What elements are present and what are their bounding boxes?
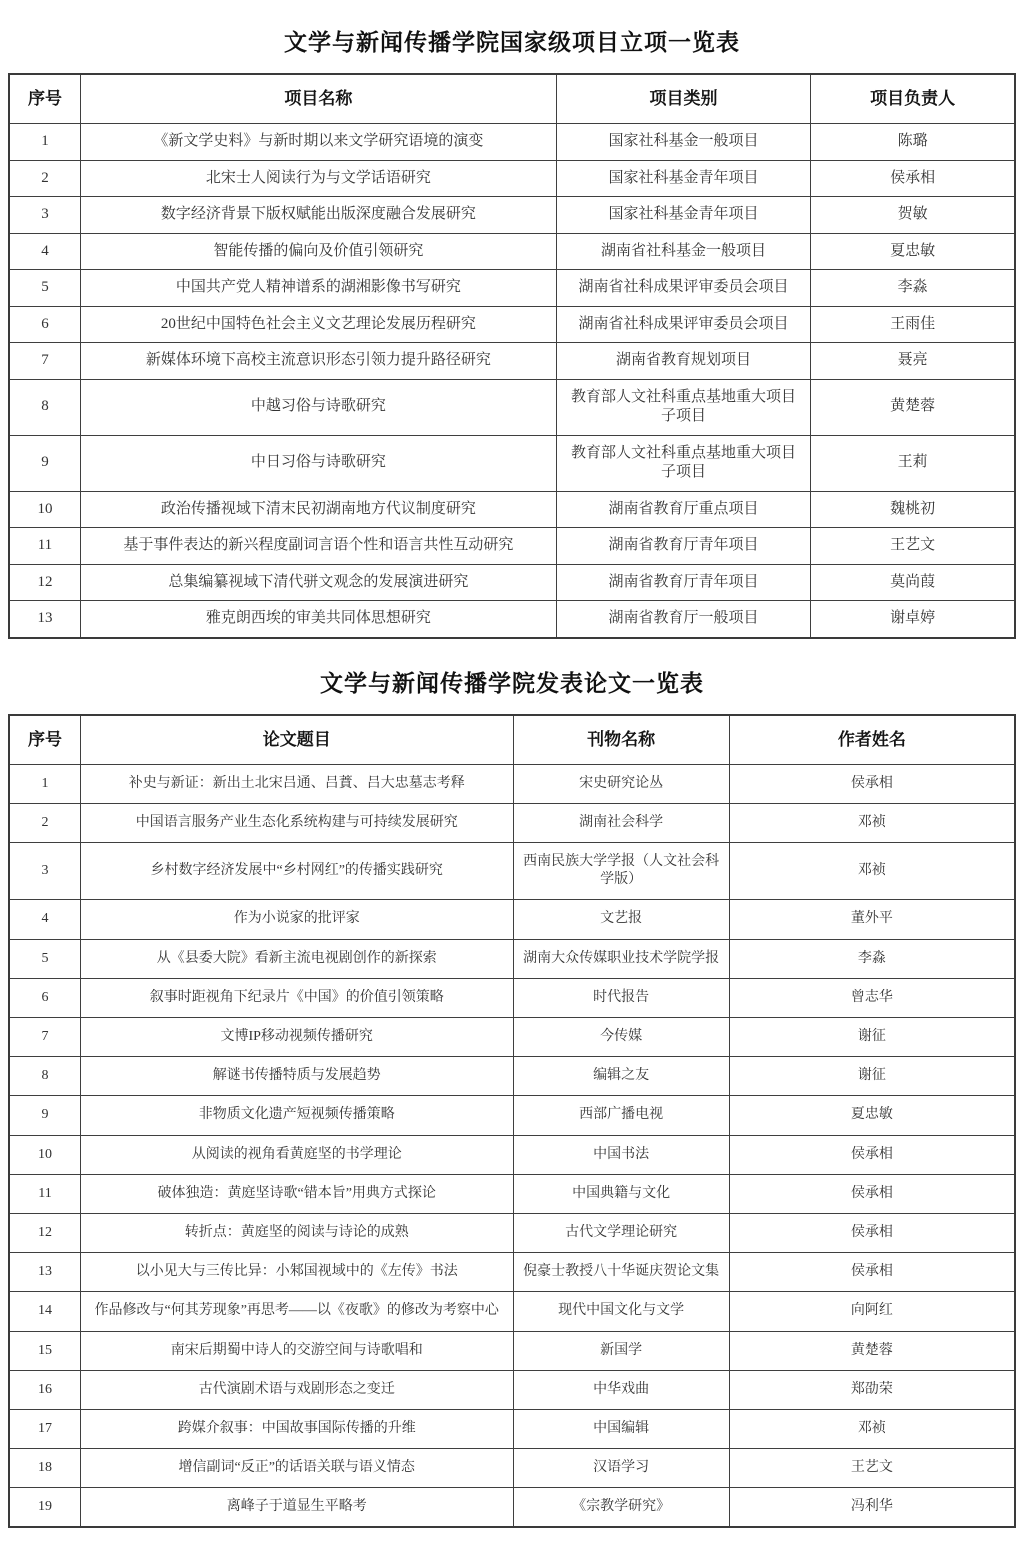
title-cell: 破体独造：黄庭坚诗歌“错本旨”用典方式探论 — [80, 1174, 513, 1213]
title-cell: 古代演剧术语与戏剧形态之变迁 — [80, 1370, 513, 1409]
category-cell: 倪豪士教授八十华诞庆贺论文集 — [513, 1253, 729, 1292]
title-cell: 文博IP移动视频传播研究 — [80, 1018, 513, 1057]
column-header-project-leader: 项目负责人 — [811, 74, 1015, 124]
row-number-cell: 4 — [9, 233, 80, 270]
title-cell: 从阅读的视角看黄庭坚的书学理论 — [80, 1135, 513, 1174]
title-cell: 解谜书传播特质与发展趋势 — [80, 1057, 513, 1096]
category-cell: 中华戏曲 — [513, 1370, 729, 1409]
projects-table-title: 文学与新闻传播学院国家级项目立项一览表 — [284, 30, 740, 55]
person-cell: 夏忠敏 — [729, 1096, 1015, 1135]
column-header-index: 序号 — [9, 715, 80, 765]
person-cell: 侯承相 — [811, 160, 1015, 197]
person-cell: 邓祯 — [729, 803, 1015, 842]
row-number-cell: 7 — [9, 343, 80, 380]
title-cell: 作为小说家的批评家 — [80, 900, 513, 939]
projects-header-row — [9, 74, 1015, 124]
projects-table — [8, 73, 1016, 639]
person-cell: 王艺文 — [811, 528, 1015, 565]
category-cell: 国家社科基金青年项目 — [556, 160, 811, 197]
row-number-cell: 3 — [9, 843, 80, 900]
person-cell: 黄楚蓉 — [729, 1331, 1015, 1370]
title-cell: 作品修改与“何其芳现象”再思考——以《夜歌》的修改为考察中心 — [80, 1292, 513, 1331]
projects-table-body — [9, 124, 1015, 638]
column-header-project-name: 项目名称 — [80, 74, 556, 124]
person-cell: 王雨佳 — [811, 306, 1015, 343]
table-row — [9, 843, 1015, 900]
papers-header-row — [9, 715, 1015, 765]
table-row — [9, 1292, 1015, 1331]
title-cell: 智能传播的偏向及价值引领研究 — [80, 233, 556, 270]
person-cell: 夏忠敏 — [811, 233, 1015, 270]
title-cell: 从《县委大院》看新主流电视剧创作的新探索 — [80, 939, 513, 978]
title-cell: 南宋后期蜀中诗人的交游空间与诗歌唱和 — [80, 1331, 513, 1370]
person-cell: 冯利华 — [729, 1488, 1015, 1528]
title-cell: 中日习俗与诗歌研究 — [80, 435, 556, 491]
person-cell: 李淼 — [811, 270, 1015, 307]
category-cell: 湖南省教育规划项目 — [556, 343, 811, 380]
title-cell: 补史与新证：新出土北宋吕通、吕蕡、吕大忠墓志考释 — [80, 764, 513, 803]
title-cell: 数字经济背景下版权赋能出版深度融合发展研究 — [80, 197, 556, 234]
table-row — [9, 124, 1015, 161]
row-number-cell: 11 — [9, 528, 80, 565]
category-cell: 湖南社会科学 — [513, 803, 729, 842]
table-row — [9, 1409, 1015, 1448]
category-cell: 湖南省社科基金一般项目 — [556, 233, 811, 270]
table-row — [9, 601, 1015, 638]
title-cell: 政治传播视域下清末民初湖南地方代议制度研究 — [80, 491, 556, 528]
table-row — [9, 1096, 1015, 1135]
person-cell: 向阿红 — [729, 1292, 1015, 1331]
title-cell: 叙事时距视角下纪录片《中国》的价值引领策略 — [80, 978, 513, 1017]
table-row — [9, 1449, 1015, 1488]
person-cell: 魏桃初 — [811, 491, 1015, 528]
row-number-cell: 4 — [9, 900, 80, 939]
table-row — [9, 803, 1015, 842]
category-cell: 湖南省教育厅青年项目 — [556, 528, 811, 565]
row-number-cell: 12 — [9, 1213, 80, 1252]
title-cell: 中国语言服务产业生态化系统构建与可持续发展研究 — [80, 803, 513, 842]
table-row — [9, 435, 1015, 491]
title-cell: 北宋士人阅读行为与文学话语研究 — [80, 160, 556, 197]
column-header-journal-name: 刊物名称 — [513, 715, 729, 765]
table-row — [9, 1057, 1015, 1096]
column-header-author-name: 作者姓名 — [729, 715, 1015, 765]
row-number-cell: 18 — [9, 1449, 80, 1488]
category-cell: 现代中国文化与文学 — [513, 1292, 729, 1331]
category-cell: 教育部人文社科重点基地重大项目子项目 — [556, 379, 811, 435]
table-row — [9, 343, 1015, 380]
row-number-cell: 16 — [9, 1370, 80, 1409]
person-cell: 曾志华 — [729, 978, 1015, 1017]
table-row — [9, 1018, 1015, 1057]
category-cell: 时代报告 — [513, 978, 729, 1017]
person-cell: 侯承相 — [729, 1213, 1015, 1252]
category-cell: 湖南省教育厅重点项目 — [556, 491, 811, 528]
category-cell: 湖南省社科成果评审委员会项目 — [556, 306, 811, 343]
table-row — [9, 1488, 1015, 1528]
row-number-cell: 15 — [9, 1331, 80, 1370]
person-cell: 侯承相 — [729, 764, 1015, 803]
person-cell: 王莉 — [811, 435, 1015, 491]
table-row — [9, 233, 1015, 270]
title-cell: 新媒体环境下高校主流意识形态引领力提升路径研究 — [80, 343, 556, 380]
category-cell: 汉语学习 — [513, 1449, 729, 1488]
person-cell: 郑劭荣 — [729, 1370, 1015, 1409]
title-cell: 总集编纂视域下清代骈文观念的发展演进研究 — [80, 564, 556, 601]
person-cell: 侯承相 — [729, 1174, 1015, 1213]
person-cell: 邓祯 — [729, 1409, 1015, 1448]
row-number-cell: 19 — [9, 1488, 80, 1528]
category-cell: 中国典籍与文化 — [513, 1174, 729, 1213]
title-cell: 基于事件表达的新兴程度副词言语个性和语言共性互动研究 — [80, 528, 556, 565]
category-cell: 湖南省教育厅青年项目 — [556, 564, 811, 601]
table-row — [9, 1253, 1015, 1292]
table-row — [9, 564, 1015, 601]
title-cell: 跨媒介叙事：中国故事国际传播的升维 — [80, 1409, 513, 1448]
row-number-cell: 8 — [9, 379, 80, 435]
category-cell: 宋史研究论丛 — [513, 764, 729, 803]
table-row — [9, 1370, 1015, 1409]
title-cell: 20世纪中国特色社会主义文艺理论发展历程研究 — [80, 306, 556, 343]
title-cell: 转折点：黄庭坚的阅读与诗论的成熟 — [80, 1213, 513, 1252]
table-row — [9, 900, 1015, 939]
category-cell: 中国书法 — [513, 1135, 729, 1174]
row-number-cell: 13 — [9, 1253, 80, 1292]
category-cell: 文艺报 — [513, 900, 729, 939]
person-cell: 邓祯 — [729, 843, 1015, 900]
category-cell: 新国学 — [513, 1331, 729, 1370]
table-row — [9, 939, 1015, 978]
person-cell: 黄楚蓉 — [811, 379, 1015, 435]
row-number-cell: 10 — [9, 1135, 80, 1174]
table-row — [9, 270, 1015, 307]
row-number-cell: 2 — [9, 803, 80, 842]
title-cell: 以小见大与三传比异：小邾国视域中的《左传》书法 — [80, 1253, 513, 1292]
category-cell: 国家社科基金青年项目 — [556, 197, 811, 234]
table-row — [9, 1331, 1015, 1370]
title-cell: 中国共产党人精神谱系的湖湘影像书写研究 — [80, 270, 556, 307]
person-cell: 李淼 — [729, 939, 1015, 978]
category-cell: 编辑之友 — [513, 1057, 729, 1096]
title-cell: 离峰子于道显生平略考 — [80, 1488, 513, 1528]
person-cell: 贺敏 — [811, 197, 1015, 234]
row-number-cell: 2 — [9, 160, 80, 197]
category-cell: 湖南大众传媒职业技术学院学报 — [513, 939, 729, 978]
column-header-project-category: 项目类别 — [556, 74, 811, 124]
person-cell: 谢卓婷 — [811, 601, 1015, 638]
row-number-cell: 1 — [9, 764, 80, 803]
papers-section — [8, 665, 1016, 1529]
row-number-cell: 8 — [9, 1057, 80, 1096]
table-row — [9, 306, 1015, 343]
title-cell: 非物质文化遗产短视频传播策略 — [80, 1096, 513, 1135]
row-number-cell: 6 — [9, 978, 80, 1017]
title-cell: 乡村数字经济发展中“乡村网红”的传播实践研究 — [80, 843, 513, 900]
person-cell: 聂亮 — [811, 343, 1015, 380]
papers-table — [8, 714, 1016, 1529]
table-row — [9, 1174, 1015, 1213]
column-header-index: 序号 — [9, 74, 80, 124]
person-cell: 侯承相 — [729, 1253, 1015, 1292]
title-cell: 增信副词“反正”的话语关联与语义情态 — [80, 1449, 513, 1488]
category-cell: 湖南省教育厅一般项目 — [556, 601, 811, 638]
row-number-cell: 13 — [9, 601, 80, 638]
column-header-paper-title: 论文题目 — [80, 715, 513, 765]
projects-section — [8, 24, 1016, 639]
row-number-cell: 14 — [9, 1292, 80, 1331]
category-cell: 湖南省社科成果评审委员会项目 — [556, 270, 811, 307]
row-number-cell: 7 — [9, 1018, 80, 1057]
category-cell: 西南民族大学学报（人文社会科学版） — [513, 843, 729, 900]
row-number-cell: 6 — [9, 306, 80, 343]
person-cell: 董外平 — [729, 900, 1015, 939]
person-cell: 莫尚葭 — [811, 564, 1015, 601]
person-cell: 谢征 — [729, 1057, 1015, 1096]
person-cell: 侯承相 — [729, 1135, 1015, 1174]
person-cell: 陈璐 — [811, 124, 1015, 161]
category-cell: 教育部人文社科重点基地重大项目子项目 — [556, 435, 811, 491]
row-number-cell: 17 — [9, 1409, 80, 1448]
row-number-cell: 10 — [9, 491, 80, 528]
row-number-cell: 12 — [9, 564, 80, 601]
row-number-cell: 3 — [9, 197, 80, 234]
category-cell: 《宗教学研究》 — [513, 1488, 729, 1528]
person-cell: 谢征 — [729, 1018, 1015, 1057]
category-cell: 古代文学理论研究 — [513, 1213, 729, 1252]
table-row — [9, 1213, 1015, 1252]
papers-table-title: 文学与新闻传播学院发表论文一览表 — [320, 670, 704, 696]
table-row — [9, 528, 1015, 565]
table-row — [9, 1135, 1015, 1174]
category-cell: 中国编辑 — [513, 1409, 729, 1448]
row-number-cell: 9 — [9, 435, 80, 491]
row-number-cell: 9 — [9, 1096, 80, 1135]
title-cell: 《新文学史料》与新时期以来文学研究语境的演变 — [80, 124, 556, 161]
table-row — [9, 978, 1015, 1017]
title-cell: 雅克朗西埃的审美共同体思想研究 — [80, 601, 556, 638]
row-number-cell: 5 — [9, 270, 80, 307]
row-number-cell: 5 — [9, 939, 80, 978]
table-row — [9, 379, 1015, 435]
table-row — [9, 160, 1015, 197]
row-number-cell: 1 — [9, 124, 80, 161]
papers-table-body — [9, 764, 1015, 1527]
person-cell: 王艺文 — [729, 1449, 1015, 1488]
category-cell: 今传媒 — [513, 1018, 729, 1057]
table-row — [9, 764, 1015, 803]
title-cell: 中越习俗与诗歌研究 — [80, 379, 556, 435]
category-cell: 西部广播电视 — [513, 1096, 729, 1135]
row-number-cell: 11 — [9, 1174, 80, 1213]
table-row — [9, 197, 1015, 234]
table-row — [9, 491, 1015, 528]
category-cell: 国家社科基金一般项目 — [556, 124, 811, 161]
